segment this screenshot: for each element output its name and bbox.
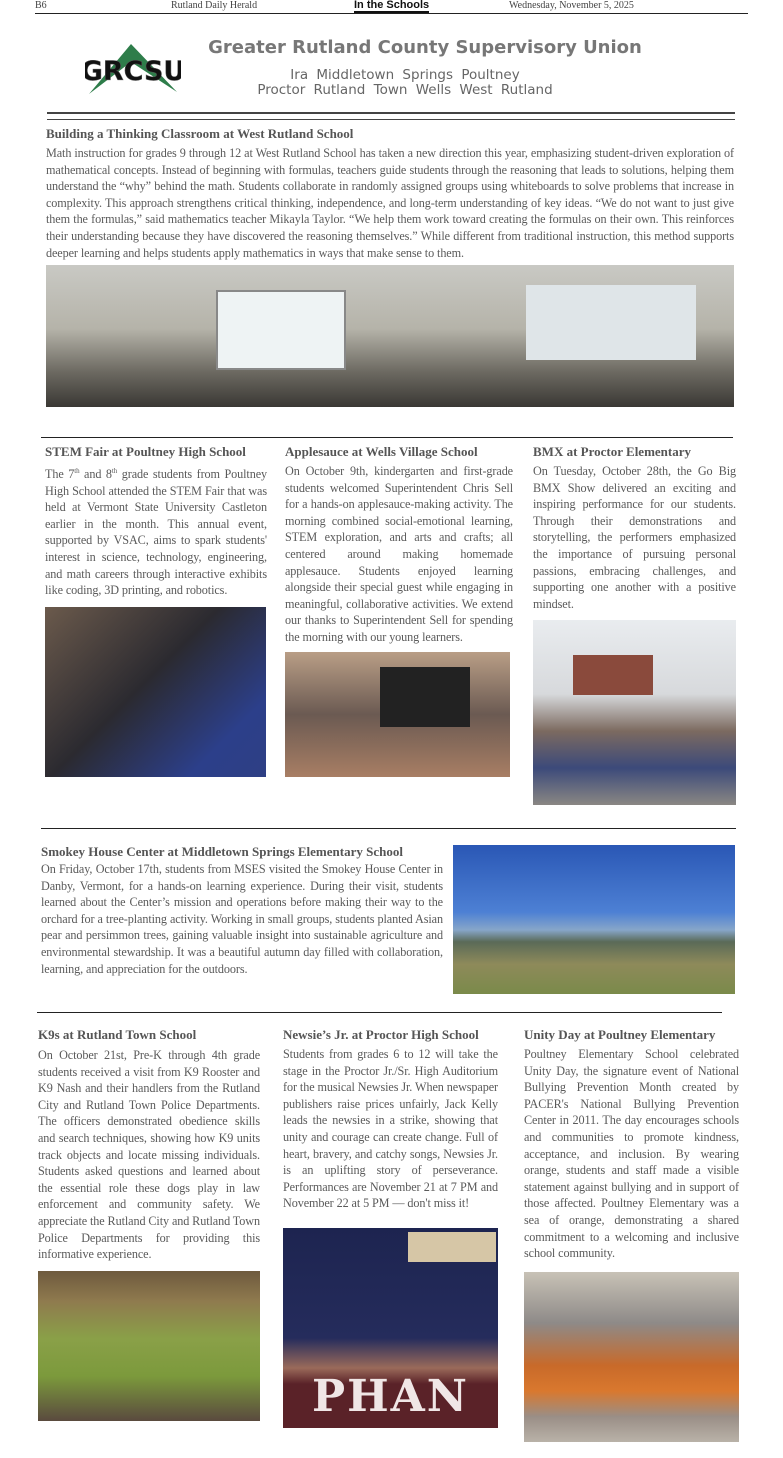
ordinal-suffix: th: [111, 467, 118, 475]
article-body: On Friday, October 17th, students from MSES visited the Smokey House Center in Danby, Vermont, for a hands-on learning experience. During their visit, students learned about the Center’s mission and operations before making their way to the orchard for a tree-planting activity. Working in small groups, students planted Asian pear and persimmon trees, gaining valuable insight into sustainable agriculture and environmental stewardship. It was a beautiful autumn day filled with collaboration, learning, and appreciation for the outdoors.: [41, 862, 443, 976]
article-k9: [38, 1027, 260, 1421]
k9-photo: [38, 1271, 260, 1421]
article-title: Newsie’s Jr. at Proctor High School: [283, 1027, 479, 1042]
section-rule: [41, 828, 736, 829]
body-text: and 8: [79, 467, 112, 482]
body-text: grade students from Poultney High School attended the STEM Fair that was held at Vermont State University Castleton earlier in the month. This annual event, supported by VSAC, aims to spark students' interest in science, technology, engineering, and math careers through interactive exhibits like coding, 3D printing, and robotics.: [45, 467, 268, 598]
svg-text:GRCSU: GRCSU: [85, 56, 181, 87]
article-body: Poultney Elementary School celebrated Unity Day, the signature event of National Bullying Prevention Month created by PACER's National Bullying Prevention Center in 2011. The day encourages schools and communities to promote kindness, acceptance, and inclusion. By wearing orange, students and staff made a visible statement against bullying and in support of those affected. Poultney Elementary was a sea of orange, demonstrating a shared commitment to a welcoming and inclusive school community.: [524, 1047, 739, 1261]
article-newsies: [283, 1027, 498, 1428]
masthead-rule: [35, 13, 748, 14]
ordinal-suffix: th: [74, 467, 80, 475]
article-body: [45, 463, 267, 599]
article-smokey: [41, 844, 443, 977]
section-name: In the Schools: [354, 0, 429, 14]
article-title: Building a Thinking Classroom at West Rutland School: [46, 126, 354, 141]
article-body: On October 9th, kindergarten and first-grade students welcomed Superintendent Chris Sell for a hands-on applesauce-making activity. The morning combined social-emotional learning, STEM exploration, and arts and crafts; all centered around making homemade applesauce. Students enjoyed learning alongside their special guest while engaging in meaningful, collaborative activities. We extend our thanks to Superintendent Sell for spending the morning with our young learners.: [285, 464, 513, 644]
unity-day-photo: [524, 1272, 739, 1442]
header-title: Greater Rutland County Supervisory Union: [208, 37, 642, 58]
article-thinking: [46, 126, 734, 407]
header-rule: [47, 119, 735, 120]
article-title: Applesauce at Wells Village School: [285, 444, 478, 459]
article-title: BMX at Proctor Elementary: [533, 444, 691, 459]
orchard-photo: [453, 845, 735, 994]
towns-line-1: Ira Middletown Springs Poultney: [290, 67, 520, 83]
article-title: K9s at Rutland Town School: [38, 1027, 197, 1042]
page-number: B6: [35, 0, 47, 11]
article-applesauce: [285, 444, 513, 777]
section-rule: [37, 1012, 722, 1013]
grcsu-logo: [85, 40, 181, 96]
article-title: Smokey House Center at Middletown Springs Elementary School: [41, 844, 403, 859]
article-bmx: [533, 444, 736, 805]
newsies-photo: [283, 1228, 498, 1428]
towns-line-2: Proctor Rutland Town Wells West Rutland: [257, 82, 553, 98]
article-body: On Tuesday, October 28th, the Go Big BMX Show delivered an exciting and inspiring performance for our students. Through their demonstrations and storytelling, the performers emphasized the importance of pursuing personal passions, embracing challenges, and supporting one another with a positive mindset.: [533, 464, 736, 611]
applesauce-photo: [285, 652, 510, 777]
article-body: Math instruction for grades 9 through 12 at West Rutland School has taken a new direction this year, emphasizing student-driven exploration of mathematical concepts. Instead of beginning with formulas, teachers guide students through the reasoning that leads to solutions, helping them understand the “why” behind the math. Students collaborate in randomly assigned groups using whiteboards to solve problems that increase in complexity. This approach strengthens critical thinking, independence, and long-term understanding of key ideas. “We do not want to just give them the formulas,” said mathematics teacher Mikayla Taylor. “We help them work toward creating the formulas on their own. This reinforces their understanding because they have discovered the reasoning themselves.” While different from traditional instruction, this method supports deeper learning and helps students apply mathematics in ways that make sense to them.: [46, 146, 734, 260]
section-rule: [41, 437, 733, 438]
paper-name: Rutland Daily Herald: [171, 0, 258, 11]
article-stem: [45, 444, 267, 777]
article-body: Students from grades 6 to 12 will take the stage in the Proctor Jr./Sr. High Auditorium for the musical Newsies Jr. When newspaper publishers raise prices unfairly, Jack Kelly leads the newsies in a strike, showing that unity and courage can create change. Full of heart, bravery, and catchy songs, Newsies Jr. is an uplifting story of perseverance. Performances are November 21 at 7 PM and November 22 at 5 PM — don't miss it!: [283, 1047, 498, 1211]
classroom-photo: [46, 265, 734, 407]
header-rule: [47, 112, 735, 114]
stage-sign-text: PHAN: [311, 1370, 469, 1422]
article-title: STEM Fair at Poultney High School: [45, 444, 246, 459]
body-text: The 7: [45, 467, 75, 482]
bmx-photo: [533, 620, 736, 805]
article-title: Unity Day at Poultney Elementary: [524, 1027, 716, 1042]
issue-date: Wednesday, November 5, 2025: [509, 0, 634, 11]
article-body: On October 21st, Pre-K through 4th grade students received a visit from K9 Rooster and K9 Nash and their handlers from the Rutland City and Rutland Town Police Departments. The officers demonstrated obedience skills and search techniques, showing how K9 units track objects and locate missing individuals. Students asked questions and learned about the essential role these dogs play in law enforcement and community safety. We appreciate the Rutland City and Rutland Town Police Departments for providing this informative experience.: [38, 1048, 260, 1262]
article-unity: [524, 1027, 739, 1442]
stem-fair-photo: [45, 607, 266, 777]
